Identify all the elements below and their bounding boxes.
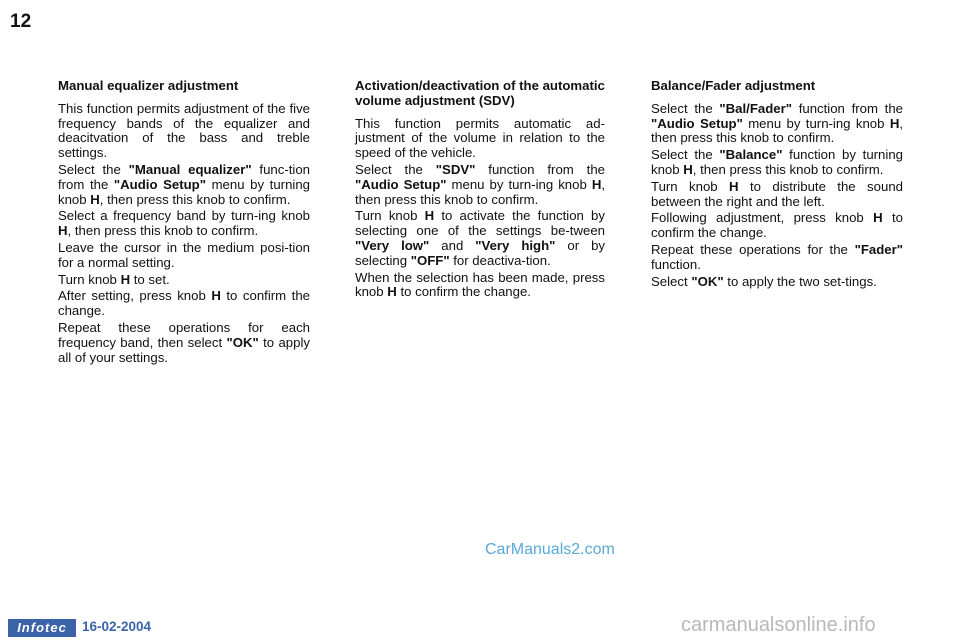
emphasis-text: "Bal/Fader" bbox=[719, 100, 792, 116]
body-text: , then press this knob to confirm. bbox=[355, 176, 606, 207]
emphasis-text: H bbox=[387, 284, 397, 300]
body-text: Select the bbox=[651, 147, 720, 163]
paragraph bbox=[355, 117, 605, 161]
emphasis-text: "Balance" bbox=[719, 147, 783, 163]
body-text: , then press this knob to confirm. bbox=[692, 161, 884, 177]
column-sdv bbox=[355, 79, 605, 302]
body-text: and bbox=[429, 237, 476, 253]
paragraph bbox=[355, 163, 605, 207]
body-text: , then press this knob to confirm. bbox=[651, 115, 904, 146]
column-manual-equalizer bbox=[58, 79, 310, 367]
paragraph bbox=[58, 209, 310, 239]
paragraph bbox=[58, 102, 310, 161]
body-text: Turn knob bbox=[355, 208, 425, 224]
body-text: , then press this knob to confirm. bbox=[99, 191, 291, 207]
body-text: menu by turn-ing knob bbox=[446, 176, 592, 192]
emphasis-text: "OK" bbox=[691, 273, 724, 289]
column-body bbox=[58, 102, 310, 366]
emphasis-text: "SDV" bbox=[435, 161, 476, 177]
paragraph bbox=[58, 163, 310, 207]
body-text: Leave the cursor in the medium posi-tion for a normal setting. bbox=[58, 239, 310, 270]
body-text: Repeat these operations for each frequency band, then select bbox=[58, 319, 310, 350]
emphasis-text: H bbox=[729, 178, 739, 194]
paragraph bbox=[651, 102, 903, 146]
column-heading: Activation/deactivation of the automatic volume adjustment (SDV) bbox=[355, 78, 605, 108]
body-text: to distribute the sound between the right and the left. bbox=[651, 178, 903, 209]
body-text: or by selecting bbox=[355, 237, 605, 268]
watermark-bottom: carmanualsonline.info bbox=[681, 614, 876, 636]
body-text: This function permits automatic ad-justment of the volume in relation to the speed of the vehicle. bbox=[355, 115, 605, 161]
paragraph bbox=[651, 275, 903, 290]
paragraph bbox=[651, 211, 903, 241]
body-text: to set. bbox=[130, 271, 170, 287]
body-text: function from the bbox=[792, 100, 904, 116]
body-text: Select the bbox=[355, 161, 436, 177]
paragraph bbox=[651, 180, 903, 210]
page-number: 12 bbox=[10, 11, 32, 32]
body-text: function from the bbox=[475, 161, 605, 177]
emphasis-text: "Audio Setup" bbox=[355, 176, 447, 192]
body-text: Select a frequency band by turn-ing knob bbox=[58, 208, 310, 224]
body-text: Turn knob bbox=[651, 178, 730, 194]
column-body bbox=[651, 102, 903, 290]
body-text: for deactiva-tion. bbox=[449, 252, 551, 268]
emphasis-text: H bbox=[211, 288, 221, 304]
infotec-badge: Infotec bbox=[8, 619, 76, 637]
emphasis-text: "OFF" bbox=[410, 252, 450, 268]
body-text: After setting, press knob bbox=[58, 288, 212, 304]
paragraph bbox=[58, 273, 310, 288]
body-text: func-tion from the bbox=[58, 161, 311, 192]
emphasis-text: "Very low" bbox=[355, 237, 430, 253]
emphasis-text: H bbox=[424, 208, 435, 224]
paragraph bbox=[651, 148, 903, 178]
body-text: to apply all of your settings. bbox=[58, 334, 311, 365]
body-text: function by turning knob bbox=[651, 147, 903, 177]
paragraph bbox=[355, 209, 605, 268]
column-balance-fader bbox=[651, 79, 903, 291]
body-text: Select the bbox=[58, 161, 129, 177]
paragraph bbox=[58, 289, 310, 319]
body-text: Repeat these operations for the bbox=[651, 241, 855, 257]
paragraph bbox=[355, 271, 605, 301]
body-text: to activate the function by selecting one of the settings be-tween bbox=[355, 208, 605, 239]
paragraph bbox=[651, 243, 903, 273]
emphasis-text: "OK" bbox=[226, 334, 259, 350]
emphasis-text: H bbox=[90, 191, 100, 207]
body-text: Turn knob bbox=[58, 271, 121, 287]
body-text: This function permits adjustment of the five frequency bands of the equalizer and deacitvation of the bass and treble settings. bbox=[58, 100, 310, 161]
body-text: to confirm the change. bbox=[396, 284, 531, 300]
emphasis-text: "Manual equalizer" bbox=[128, 161, 252, 177]
body-text: to apply the two set-tings. bbox=[723, 273, 877, 289]
body-text: Select bbox=[651, 273, 692, 289]
body-text: function. bbox=[651, 256, 701, 272]
body-text: to confirm the change. bbox=[58, 288, 310, 319]
body-text: Following adjustment, press knob bbox=[651, 210, 874, 226]
column-body bbox=[355, 117, 605, 301]
emphasis-text: H bbox=[120, 271, 131, 287]
body-text: menu by turn-ing knob bbox=[742, 115, 890, 131]
emphasis-text: "Audio Setup" bbox=[651, 115, 743, 131]
emphasis-text: H bbox=[591, 176, 602, 192]
emphasis-text: H bbox=[873, 210, 883, 226]
emphasis-text: H bbox=[889, 115, 900, 131]
watermark-link[interactable]: CarManuals2.com bbox=[485, 541, 615, 558]
body-text: menu by turning knob bbox=[58, 176, 310, 207]
column-heading: Manual equalizer adjustment bbox=[58, 78, 239, 93]
body-text: to confirm the change. bbox=[651, 210, 903, 241]
body-text: Select the bbox=[651, 100, 720, 116]
emphasis-text: "Very high" bbox=[475, 237, 556, 253]
body-text: , then press this knob to confirm. bbox=[67, 223, 259, 239]
emphasis-text: H bbox=[683, 161, 693, 177]
footer-date: 16-02-2004 bbox=[82, 619, 152, 634]
body-text: When the selection has been made, press knob bbox=[355, 269, 605, 300]
paragraph bbox=[58, 241, 310, 271]
column-heading: Balance/Fader adjustment bbox=[651, 78, 816, 93]
emphasis-text: H bbox=[58, 223, 68, 239]
emphasis-text: "Audio Setup" bbox=[113, 176, 206, 192]
paragraph bbox=[58, 321, 310, 365]
emphasis-text: "Fader" bbox=[854, 241, 903, 257]
